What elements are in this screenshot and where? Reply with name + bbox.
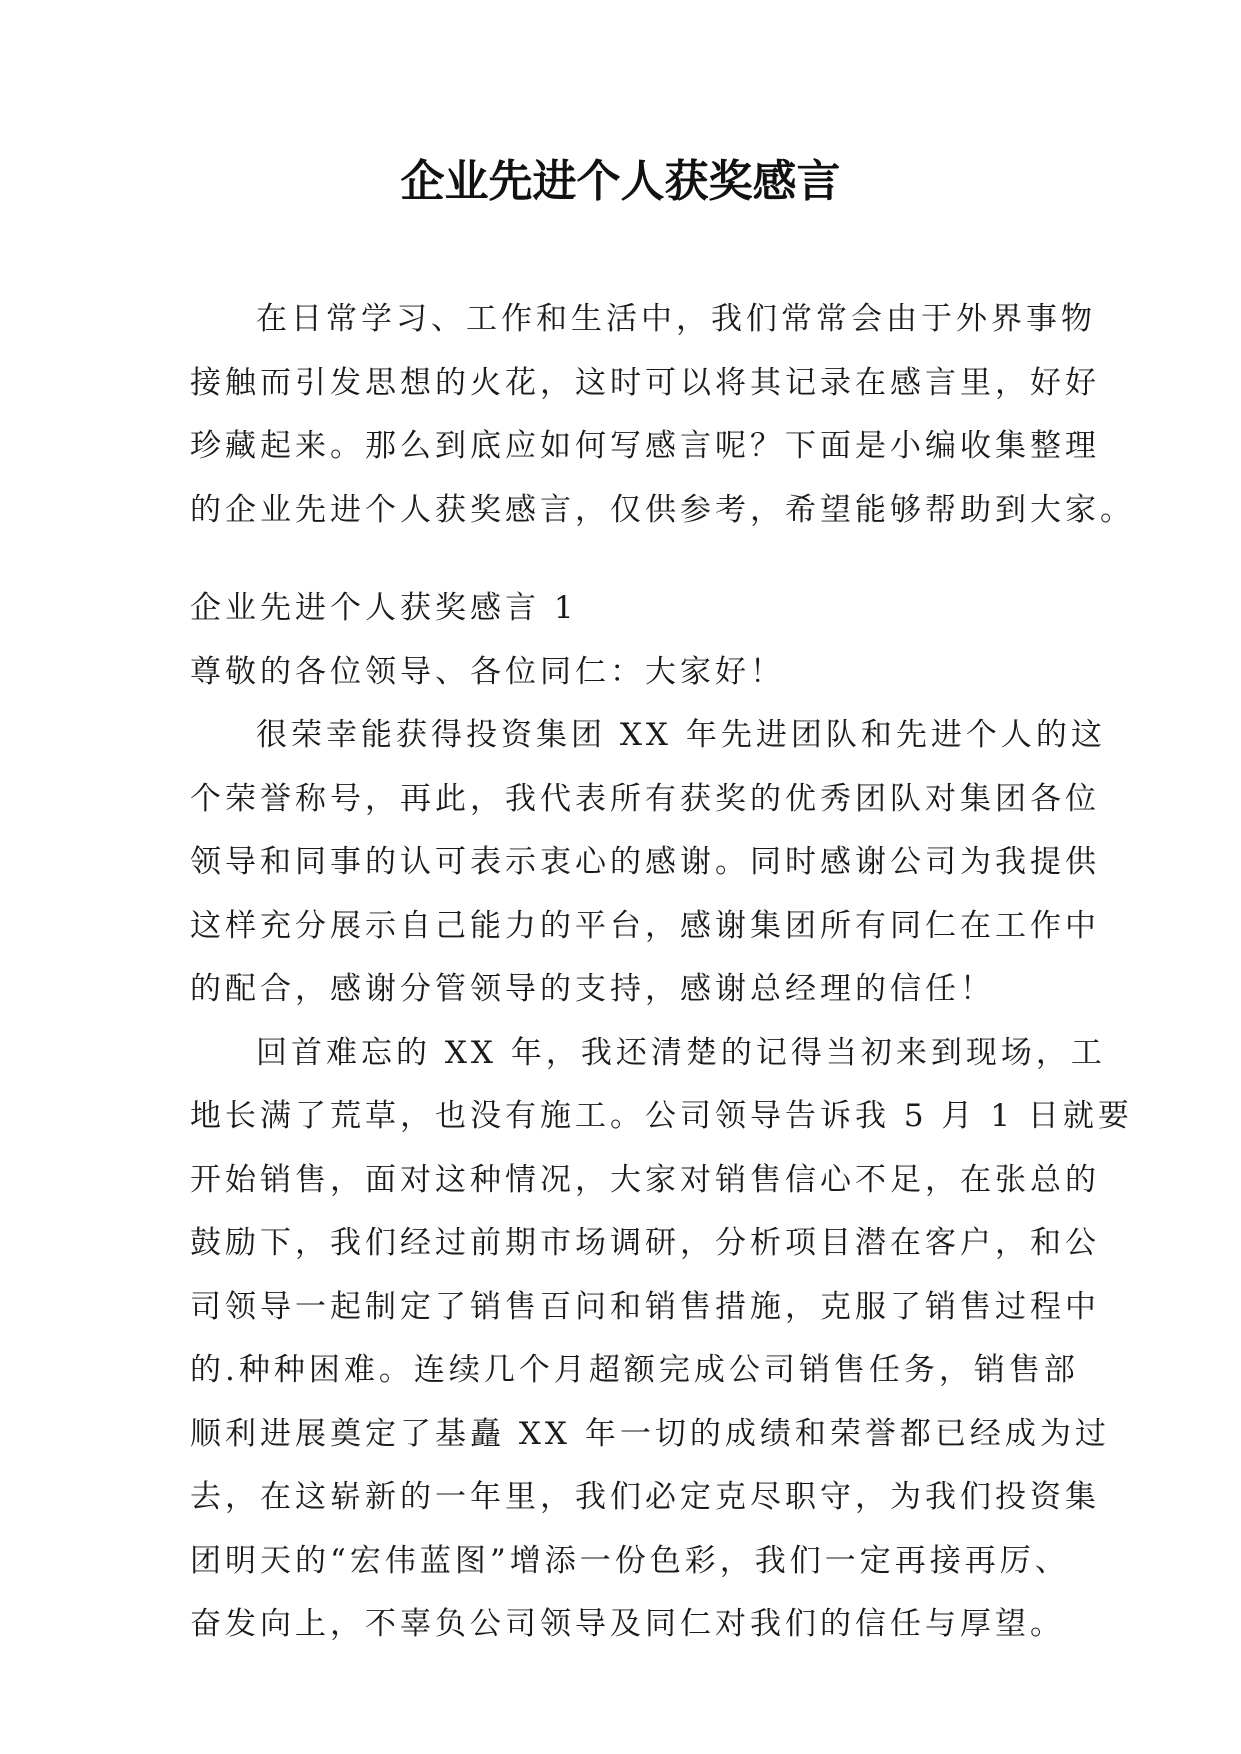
intro-line: 接触而引发思想的火花，这时可以将其记录在感言里，好好 <box>190 364 1100 401</box>
paragraph-line: 的配合，感谢分管领导的支持，感谢总经理的信任！ <box>190 971 995 1007</box>
section-heading: 企业先进个人获奖感言 1 <box>190 590 578 626</box>
paragraph-line: 的.种种困难。连续几个月超额完成公司销售任务，销售部 <box>190 1352 1079 1388</box>
paragraph-line: 鼓励下，我们经过前期市场调研，分析项目潜在客户，和公 <box>190 1225 1100 1261</box>
intro-paragraph <box>190 288 1135 542</box>
intro-line: 珍藏起来。那么到底应如何写感言呢？下面是小编收集整理 <box>190 428 1100 464</box>
paragraph-line: 回首难忘的 XX 年，我还清楚的记得当初来到现场，工 <box>256 1034 1106 1071</box>
paragraph-line: 很荣幸能获得投资集团 XX 年先进团队和先进个人的这 <box>256 717 1106 753</box>
paragraph-line: 地长满了荒草，也没有施工。公司领导告诉我 5 月 1 日就要 <box>190 1098 1133 1134</box>
paragraph-line: 奋发向上，不辜负公司领导及同仁对我们的信任与厚望。 <box>190 1606 1065 1642</box>
greeting: 尊敬的各位领导、各位同仁：大家好！ <box>190 653 785 690</box>
paragraph-line: 顺利进展奠定了基矗 XX 年一切的成绩和荣誉都已经成为过 <box>190 1415 1110 1452</box>
intro-line: 在日常学习、工作和生活中，我们常常会由于外界事物 <box>256 301 1096 337</box>
paragraph-line: 团明天的“宏伟蓝图”增添一份色彩，我们一定再接再厉、 <box>190 1542 1070 1579</box>
paragraph-line: 司领导一起制定了销售百问和销售措施，克服了销售过程中 <box>190 1288 1100 1325</box>
paragraph-line: 去，在这崭新的一年里，我们必定克尽职守，为我们投资集 <box>190 1479 1100 1515</box>
paragraph-line: 领导和同事的认可表示衷心的感谢。同时感谢公司为我提供 <box>190 844 1100 880</box>
document-title: 企业先进个人获奖感言 <box>400 156 841 207</box>
intro-line: 的企业先进个人获奖感言，仅供参考，希望能够帮助到大家。 <box>190 491 1135 528</box>
paragraph-line: 个荣誉称号，再此，我代表所有获奖的优秀团队对集团各位 <box>190 780 1100 817</box>
section-1 <box>190 577 1133 1657</box>
paragraph-line: 这样充分展示自己能力的平台，感谢集团所有同仁在工作中 <box>190 907 1100 944</box>
paragraph-line: 开始销售，面对这种情况，大家对销售信心不足，在张总的 <box>190 1161 1100 1198</box>
